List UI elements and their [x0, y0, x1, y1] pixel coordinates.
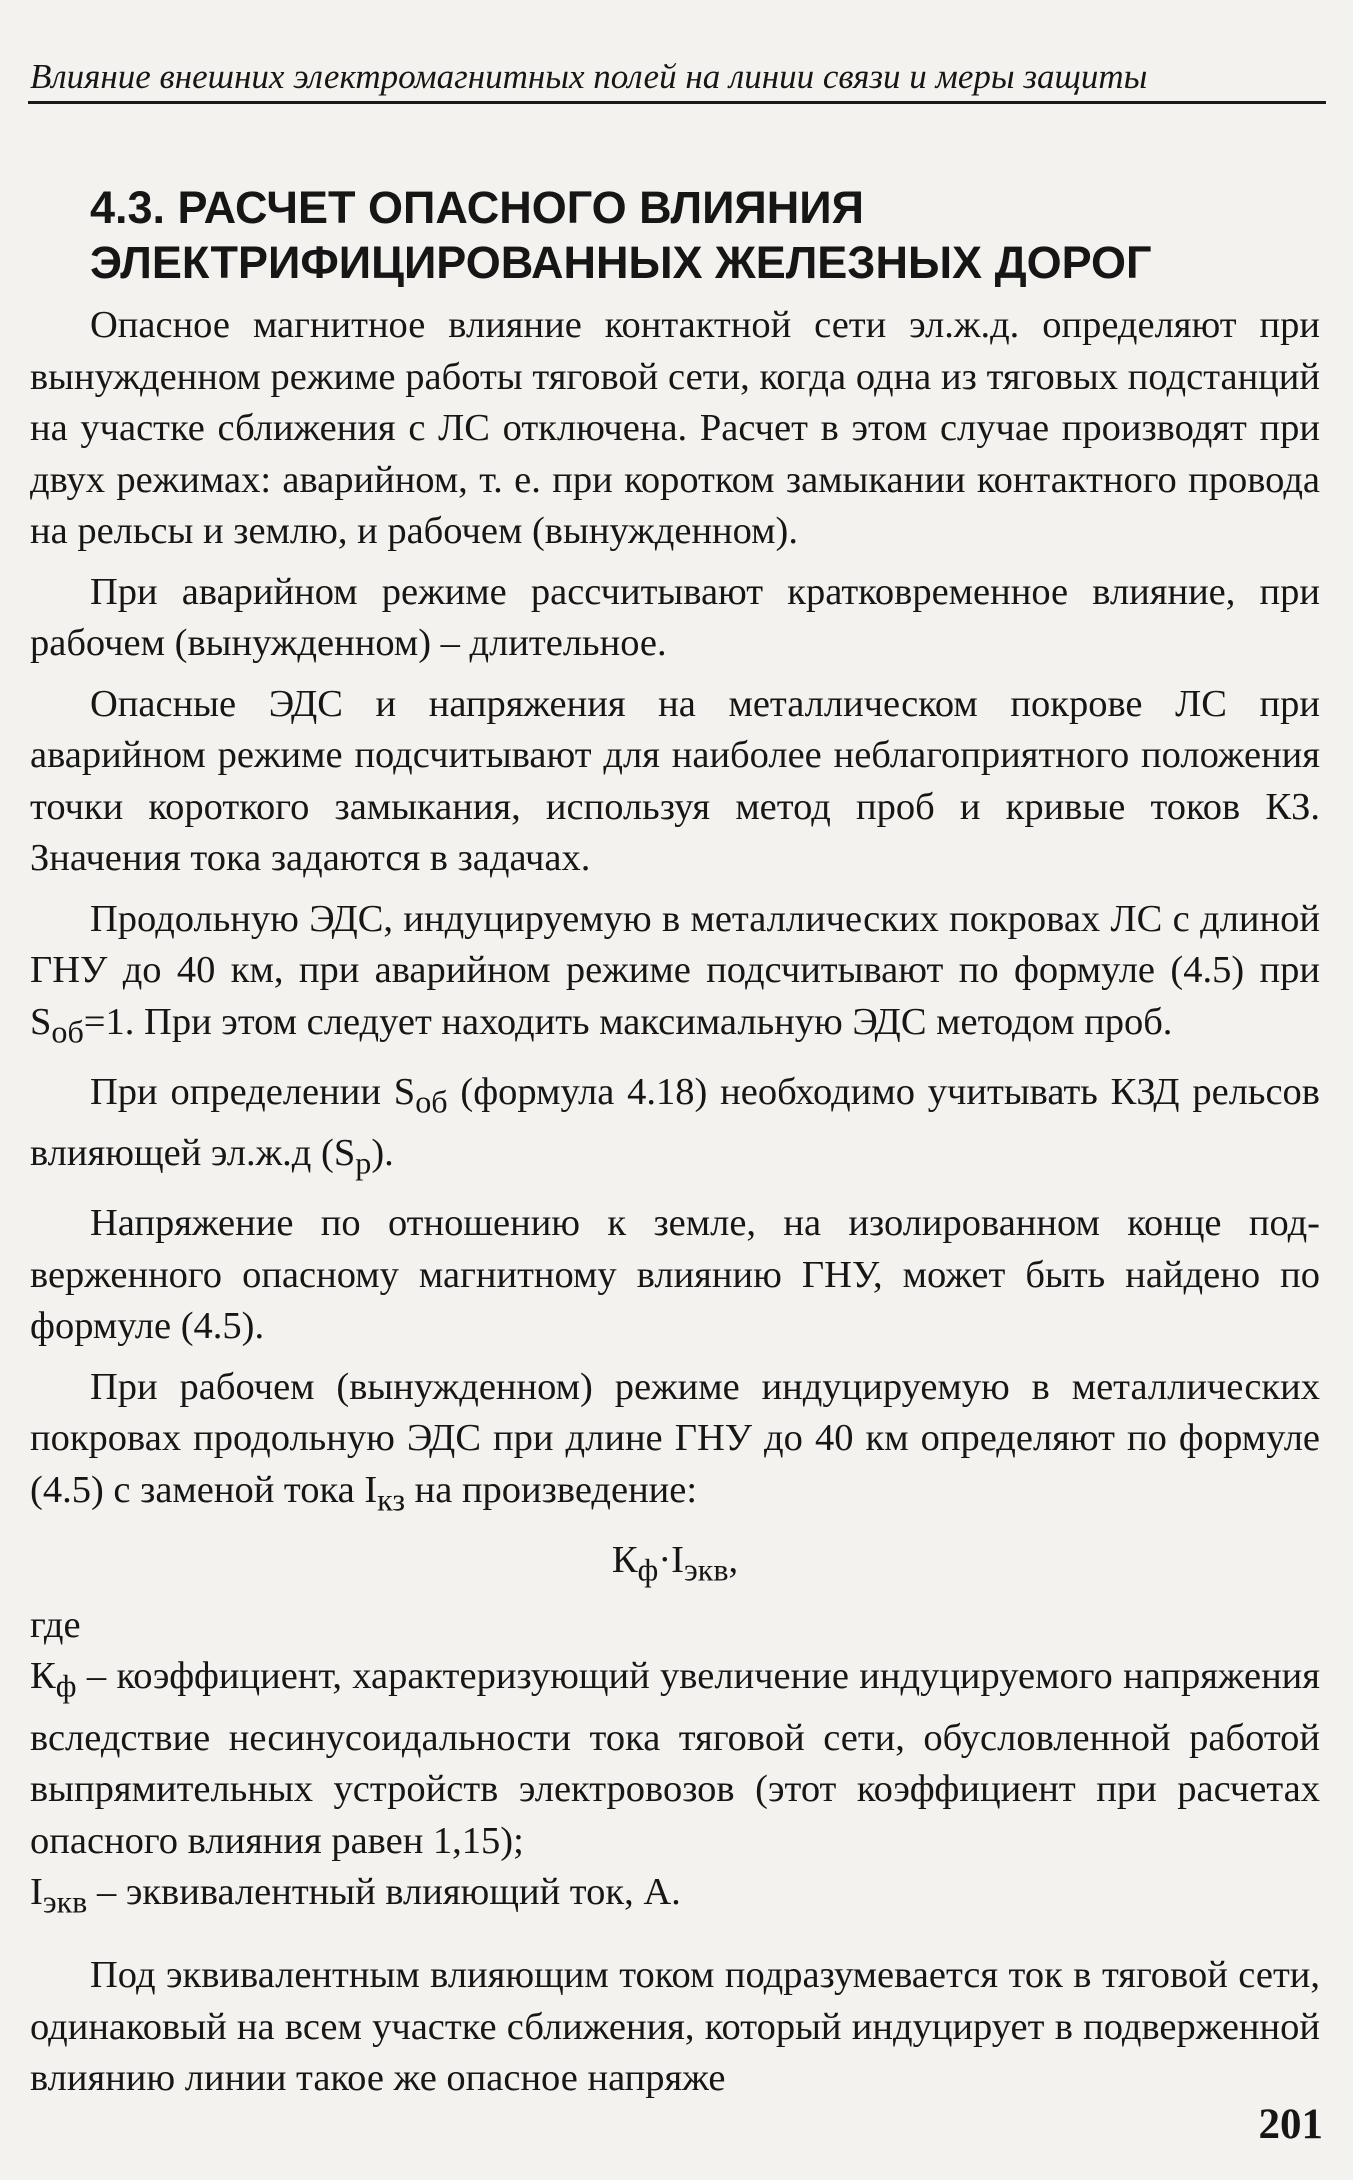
- subscript-kz: кз: [377, 1481, 406, 1518]
- definition-iekv-symbol: I: [30, 1871, 43, 1914]
- subscript-ob: об: [51, 1013, 84, 1050]
- header-rule: [28, 101, 1326, 104]
- formula-i: ·I: [658, 1538, 684, 1581]
- paragraph-4-text-b: =1. При этом следует находить максимальную ЭДС методом проб.: [83, 1000, 1173, 1043]
- paragraph-2: При аварийном режиме рассчитывают кратковременное влияние, при рабочем (вынужденном) – длительное.: [30, 570, 1320, 664]
- definition-kf: [30, 1651, 1320, 1867]
- definition-kf-text: – коэффициент, характеризующий увеличение индуцируемого напряжения вследствие несинусоидальности тока тяговой сети, обусловленной работой выпрямительных устройств электровозов (этот коэффициент при расчетах опасного влияния равен 1,15);: [30, 1655, 1320, 1862]
- formula: [30, 1535, 1320, 1596]
- definition-kf-symbol: К: [30, 1655, 56, 1698]
- page-content: [30, 180, 1320, 2114]
- paragraph-5: [30, 1067, 1320, 1189]
- formula-k-sub: ф: [637, 1551, 659, 1588]
- paragraph-8: Под эквивалентным влияющим током подразумевается ток в тяговой сети, одинаковый на всем участке сближения, который индуцирует в подверженной влиянию линии такое же опасное напряже: [30, 1954, 1320, 2100]
- paragraph-6: Напряжение по отношению к земле, на изолированном конце подверженного опасному магнитному влиянию ГНУ, может быть найдено по формуле (4.5).: [30, 1202, 1320, 1348]
- definition-kf-sub: ф: [55, 1668, 77, 1705]
- paragraph-7-text-a: При рабочем (вынужденном) режиме индуцируемую в металлических покровах продольную ЭДС при длине ГНУ до 40 км определяют по формуле (4.5) с заменой тока I: [30, 1365, 1320, 1511]
- subscript-ob: об: [415, 1083, 448, 1120]
- paragraph-5-text-a: При определении S: [90, 1070, 416, 1113]
- where-label: где: [30, 1603, 81, 1646]
- paragraph-4-text-a: Продольную ЭДС, индуцируемую в металлических покровах ЛС с длиной ГНУ до 40 км, при аварийном режиме подсчитывают по формуле (4.5) при S: [30, 897, 1320, 1043]
- paragraph-1: Опасное магнитное влияние контактной сети эл.ж.д. определяют при вынужденном режиме работы тяговой сети, когда одна из тяговых подстанций на участке сближения с ЛС отключена. Расчет в этом случае производят при двух режимах: аварийном, т. е. при коротком замыкании контактного провода на рельсы и землю, и рабочем (вынужденном).: [30, 304, 1320, 552]
- definition-iekv: [30, 1867, 1320, 1928]
- definition-iekv-text: – эквивалентный влияющий ток, А.: [87, 1871, 681, 1914]
- paragraph-7-text-b: на произведение:: [405, 1468, 698, 1511]
- formula-i-sub: экв: [684, 1551, 729, 1588]
- paragraph-4: [30, 894, 1320, 1058]
- formula-k: К: [611, 1538, 638, 1581]
- section-title: [30, 180, 1320, 290]
- paragraph-3: Опасные ЭДС и напряжения на металлическом покрове ЛС при аварийном режиме подсчитывают для наиболее неблагоприятного положения точки короткого замыкания, используя метод проб и кривые токов КЗ. Значения тока задаются в задачах.: [30, 682, 1320, 879]
- page-number: 201: [1258, 2101, 1323, 2148]
- paragraph-5-text-c: ).: [371, 1131, 394, 1174]
- formula-comma: ,: [728, 1538, 739, 1581]
- paragraph-5-text-b: (формула 4.18) необходимо учитывать КЗД рельсов влияющей эл.ж.д (S: [30, 1070, 1320, 1174]
- subscript-r: р: [355, 1144, 372, 1181]
- section-title-line-2: ЭЛЕКТРИФИЦИРОВАННЫХ ЖЕЛЕЗНЫХ ДОРОГ: [90, 237, 1152, 288]
- running-head: Влияние внешних электромагнитных полей на линии связи и меры защиты: [30, 57, 1148, 96]
- definition-iekv-sub: экв: [42, 1883, 88, 1920]
- section-title-line-1: 4.3. РАСЧЕТ ОПАСНОГО ВЛИЯНИЯ: [90, 182, 864, 233]
- paragraph-7: [30, 1362, 1320, 1526]
